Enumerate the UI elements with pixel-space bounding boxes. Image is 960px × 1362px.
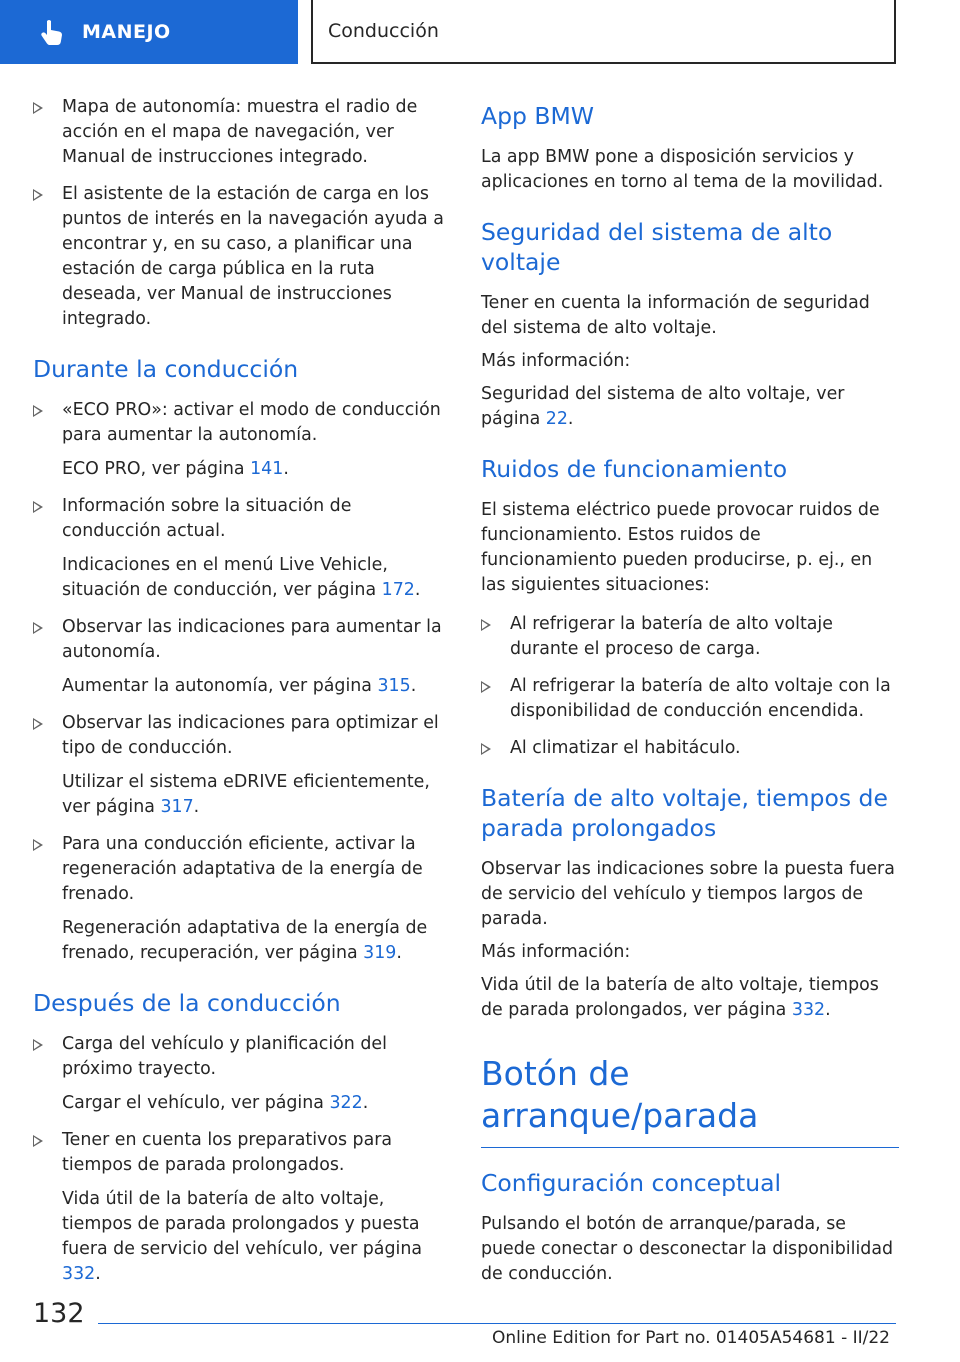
page-link[interactable]: 141 [250,459,284,479]
paragraph: Más información: [481,351,631,371]
page-number: 132 [33,1298,85,1329]
list-item: Al refrigerar la batería de alto voltaje durante el proceso de carga. [510,614,833,659]
page-link[interactable]: 315 [377,676,411,696]
page-link[interactable]: 319 [363,943,397,963]
list-item: Información sobre la situación de conducción actual. Indicaciones en el menú Live Vehicle, situación de conducción, ver página 172. [62,496,421,600]
paragraph: Observar las indicaciones sobre la puesta fuera de servicio del vehículo y tiempos largos de parada. [481,859,895,929]
list-item: Para una conducción eficiente, activar la regeneración adaptativa de la energía de frenado. Regeneración adaptativa de la energía de frenado, recuperación, ver página 319. [62,834,428,963]
page-link[interactable]: 172 [381,580,415,600]
paragraph: Tener en cuenta la información de seguridad del sistema de alto voltaje. [481,293,870,338]
paragraph: La app BMW pone a disposición servicios y aplicaciones en torno al tema de la movilidad. [481,147,884,192]
list-item: El asistente de la estación de carga en los puntos de interés en la navegación ayuda a encontrar y, en su caso, a planificar una estación de carga pública en la ruta deseada, ver Manual de instrucciones integrado. [62,184,444,329]
list-item: Observar las indicaciones para aumentar la autonomía. Aumentar la autonomía, ver página 315. [62,617,442,696]
heading-hv-safety: Seguridad del sistema de alto voltaje [481,218,833,276]
edition-text: Online Edition for Part no. 01405A54681 - II/22 [491,1328,890,1348]
heading-after-driving: Después de la conducción [33,989,341,1017]
paragraph: Vida útil de la batería de alto voltaje, tiempos de parada prolongados, ver página 332. [481,975,879,1020]
heading-battery-parking: Batería de alto voltaje, tiempos de parada prolongados [481,784,888,842]
heading-operating-noise: Ruidos de funcionamiento [481,455,788,483]
page-link[interactable]: 317 [160,797,194,817]
left-column [33,95,448,1299]
right-column [481,95,899,1295]
heading-during-driving: Durante la conducción [33,355,299,383]
paragraph: Seguridad del sistema de alto voltaje, ver página 22. [481,384,845,429]
page-link[interactable]: 332 [791,1000,826,1020]
section-tab [0,0,298,64]
list-item: Observar las indicaciones para optimizar el tipo de conducción. Utilizar el sistema eDRIVE eficientemente, ver página 317. [62,713,439,817]
list-item: Mapa de autonomía: muestra el radio de acción en el mapa de navegación, ver Manual de instrucciones integrado. [62,97,418,167]
list-item: Tener en cuenta los preparativos para tiempos de parada prolongados. Vida útil de la batería de alto voltaje, tiempos de parada prolongados y puesta fuera de servicio del vehículo, ver página 332. [62,1130,423,1284]
page-link[interactable]: 332 [62,1264,96,1284]
heading-app-bmw: App BMW [481,102,595,130]
heading-conceptual-config: Configuración conceptual [481,1169,782,1197]
paragraph: Pulsando el botón de arranque/parada, se puede conectar o desconectar la disponibilidad de conducción. [481,1214,894,1284]
footer-rule [98,1323,896,1324]
page-link[interactable]: 22 [545,409,568,429]
hand-pointer-icon [38,17,68,47]
paragraph: Más información: [481,942,631,962]
section-label: MANEJO [82,21,171,43]
list-item: Al climatizar el habitáculo. [510,738,741,758]
page-link[interactable]: 322 [329,1093,363,1113]
paragraph: El sistema eléctrico puede provocar ruidos de funcionamiento. Estos ruidos de funcionamiento pueden producirse, p. ej., en las siguientes situaciones: [481,500,880,595]
list-item: «ECO PRO»: activar el modo de conducción para aumentar la autonomía. ECO PRO, ver página 141. [62,400,441,479]
heading-start-stop-button: Botón de arranque/parada [481,1053,899,1148]
chapter-title: Conducción [311,0,896,64]
list-item: Carga del vehículo y planificación del próximo trayecto. Cargar el vehículo, ver página 322. [62,1034,387,1113]
list-item: Al refrigerar la batería de alto voltaje con la disponibilidad de conducción encendida. [510,676,891,721]
